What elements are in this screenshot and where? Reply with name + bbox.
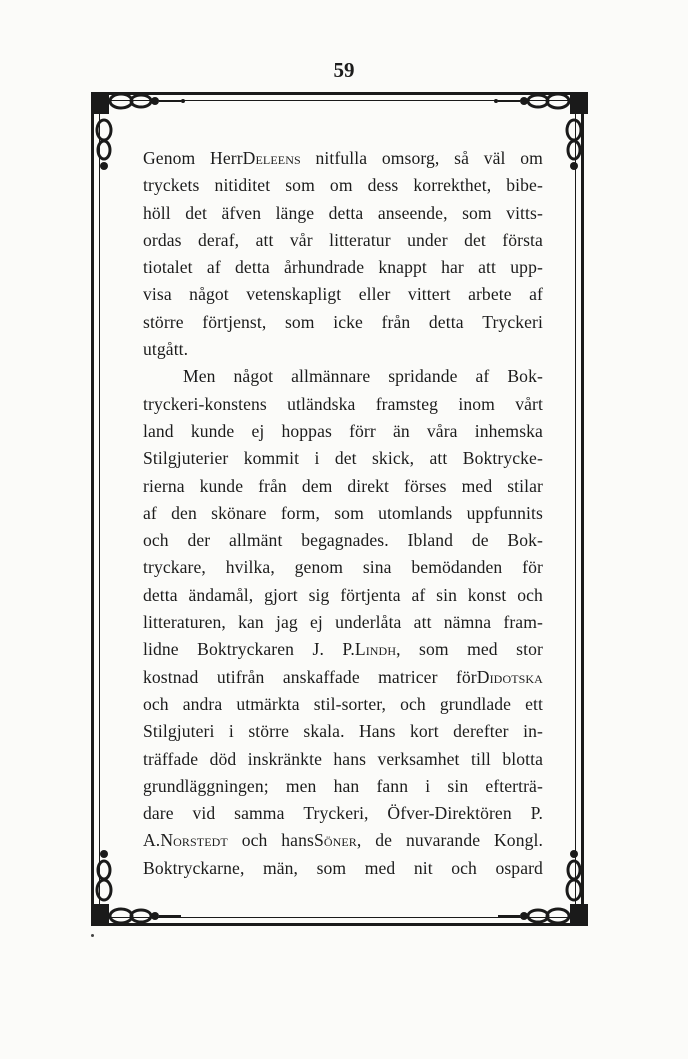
word: detta <box>428 311 464 332</box>
word: och <box>400 693 426 714</box>
word: in- <box>523 721 543 742</box>
word: efterträ- <box>485 775 543 796</box>
text-line <box>143 172 543 199</box>
word: blotta <box>502 748 543 769</box>
word: äfven <box>221 202 262 223</box>
word: för <box>522 557 543 578</box>
word: allmänt <box>228 530 283 551</box>
right-lower-ornament-icon <box>562 846 586 902</box>
word: sina <box>362 557 392 578</box>
word: med <box>461 475 493 496</box>
word: Hans <box>359 721 396 742</box>
word: större <box>248 721 289 742</box>
word: sin <box>447 775 469 796</box>
word: korrekthet, <box>413 175 492 196</box>
word: Bok- <box>507 530 543 551</box>
word: århundrade <box>283 257 365 278</box>
word: hans <box>333 748 367 769</box>
word: Bok- <box>507 366 543 387</box>
word: lidne <box>143 639 179 660</box>
word: visa <box>143 284 172 305</box>
word: kunde <box>190 420 235 441</box>
word: men <box>285 775 317 796</box>
text-line <box>143 254 543 281</box>
word: att <box>429 448 448 469</box>
text-line <box>143 418 543 445</box>
word: J. <box>312 639 324 660</box>
word: som <box>462 202 492 223</box>
word: män, <box>262 857 299 878</box>
word: om <box>520 148 543 168</box>
text-line <box>143 473 543 500</box>
word: gjort <box>264 584 298 605</box>
left-upper-ornament-icon <box>92 118 116 174</box>
word: den <box>171 502 197 523</box>
word: detta <box>143 584 178 605</box>
word: och <box>143 693 169 714</box>
text-line <box>143 363 543 390</box>
text-line <box>143 718 543 745</box>
word: utomlands <box>378 502 453 523</box>
word: ej <box>310 612 323 633</box>
word: Ibland <box>407 530 454 551</box>
word: som <box>285 175 315 196</box>
word: att <box>478 257 497 278</box>
word: så <box>454 148 469 168</box>
word: eller <box>358 284 391 305</box>
word: upp- <box>510 257 543 278</box>
word: form, <box>280 502 320 523</box>
text-line <box>143 746 543 773</box>
word: bibe- <box>506 175 543 196</box>
text-line <box>143 145 543 172</box>
text-line <box>143 500 543 527</box>
word: dare <box>143 803 174 824</box>
word: att <box>255 229 274 250</box>
word: derefter <box>453 721 509 742</box>
word: land <box>143 420 174 441</box>
word: och <box>517 584 543 605</box>
word: sig <box>308 584 330 605</box>
word: rierna <box>143 475 185 496</box>
word: förtjenst, <box>202 311 267 332</box>
word: ordas <box>143 229 182 250</box>
word: förses <box>404 475 447 496</box>
word: arbete <box>468 284 512 305</box>
word: våra <box>426 420 458 441</box>
word: det <box>185 202 208 223</box>
word: utländska <box>287 393 356 414</box>
word: det <box>464 229 486 250</box>
word: matricer <box>378 666 438 687</box>
word: vår <box>289 229 313 250</box>
word: kostnad <box>143 666 199 687</box>
word: tiotalet <box>143 257 193 278</box>
word: Stilgjuteri <box>143 721 215 742</box>
word: något <box>233 366 274 387</box>
text-line <box>143 309 543 336</box>
word: än <box>392 420 410 441</box>
word: der <box>187 530 211 551</box>
text-line <box>143 800 543 827</box>
word: hansSöner, <box>281 830 362 851</box>
word: under <box>407 229 448 250</box>
word: spridande <box>388 366 458 387</box>
text-line <box>143 855 543 882</box>
word: nämna <box>443 612 492 633</box>
word: vetenskapligt <box>246 284 342 305</box>
word: vittert <box>407 284 451 305</box>
word: af <box>411 584 426 605</box>
text-line <box>143 527 543 554</box>
text-line <box>143 636 543 663</box>
word: vid <box>192 803 216 824</box>
word: till <box>470 748 491 769</box>
word: höll <box>143 202 171 223</box>
word: kommit <box>243 448 300 469</box>
word: Tryckeri, <box>303 803 369 824</box>
word: första <box>502 229 543 250</box>
word: som <box>334 502 364 523</box>
text-line <box>143 827 543 854</box>
word: kan <box>238 612 264 633</box>
word: det <box>334 448 357 469</box>
word: af <box>475 366 490 387</box>
word: tryckeri-konstens <box>143 393 267 414</box>
margin-mark <box>91 934 94 937</box>
word: de <box>471 530 489 551</box>
word: nit <box>413 857 433 878</box>
word: stilar <box>507 475 543 496</box>
right-upper-ornament-icon <box>562 118 586 174</box>
word: förDidotska <box>455 666 543 687</box>
word: fram- <box>503 612 543 633</box>
text-line <box>143 445 543 472</box>
word: icke <box>333 311 363 332</box>
word: nitfulla <box>315 148 368 168</box>
word: Boktryckaren <box>197 639 295 660</box>
word: inhemska <box>474 420 543 441</box>
word: från <box>381 311 411 332</box>
word: A.Norstedt <box>143 830 228 851</box>
word: ospard <box>495 857 543 878</box>
word: skala. <box>303 721 345 742</box>
text-line <box>143 691 543 718</box>
word: större <box>143 311 184 332</box>
word: något <box>189 284 229 305</box>
word: tryckare, <box>143 557 206 578</box>
word: förtjenta <box>340 584 401 605</box>
word: och <box>143 530 169 551</box>
word: i <box>228 721 234 742</box>
word: P. <box>530 803 543 824</box>
word: detta <box>235 257 270 278</box>
word: Tryckeri <box>482 311 543 332</box>
word: dess <box>367 175 399 196</box>
word: genom <box>294 557 344 578</box>
word: samma <box>234 803 285 824</box>
word: jag <box>276 612 298 633</box>
word: ändamål, <box>188 584 254 605</box>
word: stil-sorter, <box>313 693 387 714</box>
word: länge <box>275 202 315 223</box>
word: stor <box>516 639 543 660</box>
word: utifrån <box>216 666 265 687</box>
word: direkt <box>347 475 390 496</box>
word: underlåta <box>335 612 402 633</box>
word: och <box>451 857 477 878</box>
text-line <box>143 582 543 609</box>
word: han <box>333 775 360 796</box>
word: uppfunnits <box>466 502 543 523</box>
word: allmännare <box>291 366 371 387</box>
word: omsorg, <box>381 148 440 168</box>
page-number: 59 <box>333 58 355 82</box>
word: förr <box>349 420 376 441</box>
word: från <box>258 475 287 496</box>
word: begagnades. <box>301 530 389 551</box>
word: litteratur <box>329 229 391 250</box>
word: Boktryckarne, <box>143 857 245 878</box>
word: inom <box>458 393 495 414</box>
word: framsteg <box>375 393 439 414</box>
word: om <box>329 175 353 196</box>
word: har <box>441 257 464 278</box>
word: bemödanden <box>411 557 503 578</box>
word: i <box>425 775 431 796</box>
text-line <box>143 281 543 308</box>
word: de <box>375 830 393 851</box>
word: skönare <box>211 502 267 523</box>
word: med <box>467 639 498 660</box>
word: P.Lindh, <box>342 639 401 660</box>
word: Men <box>183 366 216 387</box>
word: HerrDeleens <box>210 148 301 168</box>
word: grundläggningen; <box>143 775 269 796</box>
word: som <box>316 857 347 878</box>
word: med <box>364 857 396 878</box>
text-line <box>143 554 543 581</box>
word: ej <box>251 420 265 441</box>
word: och <box>241 830 268 851</box>
word: Kongl. <box>494 830 543 851</box>
word: tryckets <box>143 175 200 196</box>
word: detta <box>328 202 364 223</box>
word: nitiditet <box>214 175 271 196</box>
text-line <box>143 391 543 418</box>
text-line <box>143 200 543 227</box>
word: Boktrycke- <box>462 448 543 469</box>
word: utgått. <box>143 339 189 360</box>
word: litteraturen, <box>143 612 226 633</box>
word: skick, <box>371 448 415 469</box>
word: hvilka, <box>225 557 275 578</box>
text-line <box>143 773 543 800</box>
word: som <box>419 639 449 660</box>
word: dem <box>301 475 333 496</box>
word: anskaffade <box>282 666 360 687</box>
word: kort <box>409 721 439 742</box>
word: anseende, <box>377 202 448 223</box>
word: i <box>314 448 320 469</box>
word: Stilgjuterier <box>143 448 229 469</box>
word: nuvarande <box>405 830 481 851</box>
word: väl <box>483 148 506 168</box>
word: att <box>413 612 432 633</box>
word: Öfver-Direktören <box>387 803 512 824</box>
word: fann <box>376 775 409 796</box>
word: af <box>206 257 221 278</box>
word: inskränkte <box>247 748 322 769</box>
word: af <box>529 284 543 305</box>
text-line <box>143 336 543 363</box>
word: vårt <box>515 393 543 414</box>
bottom-left-ornament-icon <box>89 896 189 928</box>
word: andra <box>182 693 223 714</box>
word: ett <box>525 693 543 714</box>
word: träffade <box>143 748 199 769</box>
word: konst <box>467 584 507 605</box>
word: af <box>143 502 157 523</box>
word: deraf, <box>198 229 240 250</box>
bottom-right-ornament-icon <box>490 896 590 928</box>
text-line <box>143 227 543 254</box>
word: Genom <box>143 148 196 168</box>
word: hoppas <box>281 420 332 441</box>
text-line <box>143 609 543 636</box>
body-text <box>143 145 543 882</box>
left-lower-ornament-icon <box>92 846 116 902</box>
word: som <box>284 311 315 332</box>
word: utmärkta <box>236 693 300 714</box>
word: grundlade <box>439 693 512 714</box>
word: knappt <box>378 257 427 278</box>
word: död <box>209 748 237 769</box>
word: sin <box>436 584 457 605</box>
word: vitts- <box>506 202 543 223</box>
word: verksamhet <box>377 748 460 769</box>
text-line <box>143 664 543 691</box>
word: kunde <box>199 475 244 496</box>
